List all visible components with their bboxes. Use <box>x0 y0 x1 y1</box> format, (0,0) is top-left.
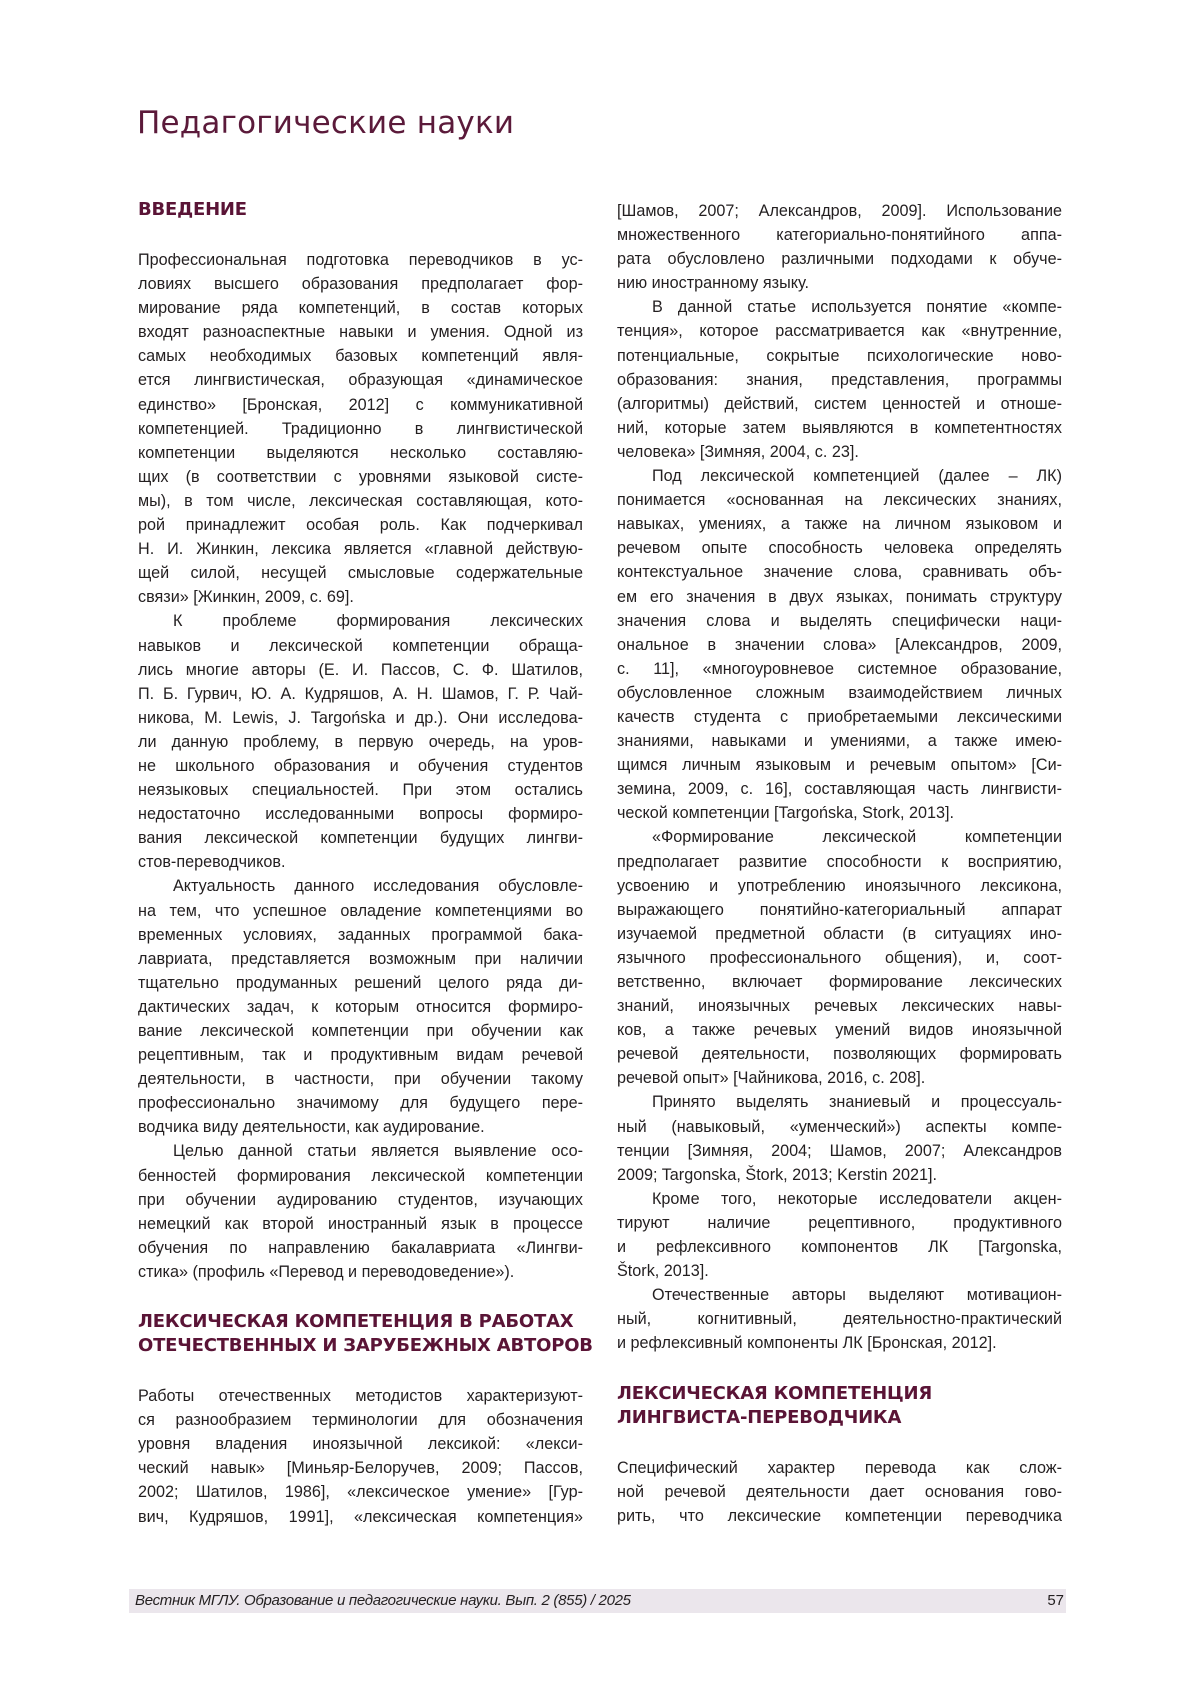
paragraph <box>138 1384 583 1529</box>
text-line: ческой компетенции [Targońska, Stork, 2013]. <box>617 801 1062 825</box>
text-line: и рефлексивного компонентов ЛК [Targonska, <box>617 1235 1062 1259</box>
text-line: знаниями, навыками и умениями, а также имею- <box>617 729 1062 753</box>
text-line: земина, 2009, с. 16], составляющая часть лингвисти- <box>617 777 1062 801</box>
text-line: недостаточно исследованными вопросы формиро- <box>138 802 583 826</box>
text-line: Специфический характер перевода как слож- <box>617 1456 1062 1480</box>
text-line: щих (в соответствии с уровнями языковой систе- <box>138 465 583 489</box>
text-line: знаний, иноязычных речевых лексических навы- <box>617 994 1062 1018</box>
text-line: множественного категориально-понятийного аппа- <box>617 223 1062 247</box>
section-heading <box>138 198 583 222</box>
text-line: тщательно продуманных решений целого ряда ди- <box>138 971 583 995</box>
text-line: навыках, умениях, а также на личном языковом и <box>617 512 1062 536</box>
text-line: ется лингвистическая, образующая «динамическое <box>138 368 583 392</box>
heading-line: ОТЕЧЕСТВЕННЫХ И ЗАРУБЕЖНЫХ АВТОРОВ <box>138 1334 583 1358</box>
text-line: неязыковых специальностей. При этом остались <box>138 778 583 802</box>
text-line: ний, которые затем выявляются в компетентностях <box>617 416 1062 440</box>
section-heading <box>617 1382 1062 1430</box>
paragraph <box>617 295 1062 464</box>
text-line: водчика виду деятельности, как аудирование. <box>138 1115 583 1139</box>
text-line: К проблеме формирования лексических <box>138 609 583 633</box>
text-line: вич, Кудряшов, 1991], «лексическая компетенция» <box>138 1505 583 1529</box>
text-line: значения слова и выделять специфически наци- <box>617 609 1062 633</box>
text-line: ли данную проблему, в первую очередь, на уров- <box>138 730 583 754</box>
text-line: 2002; Шатилов, 1986], «лексическое умение» [Гур- <box>138 1480 583 1504</box>
paragraph <box>617 1456 1062 1528</box>
text-line: Актуальность данного исследования обусловле- <box>138 874 583 898</box>
text-line: Отечественные авторы выделяют мотивацион- <box>617 1283 1062 1307</box>
text-line: не школьного образования и обучения студентов <box>138 754 583 778</box>
text-line: рой принадлежит особая роль. Как подчеркивал <box>138 513 583 537</box>
text-line: обучения по направлению бакалавриата «Лингви- <box>138 1236 583 1260</box>
text-line: (алгоритмы) действий, систем ценностей и отноше- <box>617 392 1062 416</box>
text-line: человека» [Зимняя, 2004, с. 23]. <box>617 440 1062 464</box>
text-line: качеств студента с приобретаемыми лексическими <box>617 705 1062 729</box>
paragraph <box>617 1187 1062 1283</box>
text-line: при обучении аудированию студентов, изучающих <box>138 1188 583 1212</box>
text-line: тенции [Зимняя, 2004; Шамов, 2007; Александров <box>617 1139 1062 1163</box>
section-title: Педагогические науки <box>137 105 514 141</box>
text-line: Профессиональная подготовка переводчиков в ус- <box>138 248 583 272</box>
text-line: усвоению и употреблению иноязычного лексикона, <box>617 874 1062 898</box>
text-line: ся разнообразием терминологии для обозначения <box>138 1408 583 1432</box>
heading-line: ВВЕДЕНИЕ <box>138 198 583 222</box>
text-line: [Шамов, 2007; Александров, 2009]. Использование <box>617 199 1062 223</box>
text-line: Работы отечественных методистов характеризуют- <box>138 1384 583 1408</box>
text-line: профессионально значимому для будущего пере- <box>138 1091 583 1115</box>
text-line: понимается «основанная на лексических знаниях, <box>617 488 1062 512</box>
page-footer <box>129 1589 1066 1613</box>
text-line: уровня владения иноязычной лексикой: «лекси- <box>138 1432 583 1456</box>
text-line: единство» [Бронская, 2012] с коммуникативной <box>138 393 583 417</box>
text-line: ческий навык» [Миньяр-Белоручев, 2009; Пассов, <box>138 1456 583 1480</box>
text-line: обусловленное сложным взаимодействием личных <box>617 681 1062 705</box>
text-line: Кроме того, некоторые исследователи акцен- <box>617 1187 1062 1211</box>
paragraph <box>138 248 583 609</box>
paragraph <box>138 1139 583 1284</box>
text-line: рата обусловлено различными подходами к обуче- <box>617 247 1062 271</box>
text-line: нию иностранному языку. <box>617 271 1062 295</box>
text-line: ный (навыковый, «уменческий») аспекты компе- <box>617 1115 1062 1139</box>
heading-line: ЛИНГВИСТА-ПЕРЕВОДЧИКА <box>617 1406 1062 1430</box>
text-line: входят разноаспектные навыки и умения. Одной из <box>138 320 583 344</box>
text-line: вания лексической компетенции будущих лингви- <box>138 826 583 850</box>
text-line: ной речевой деятельности дает основания гово- <box>617 1480 1062 1504</box>
text-line: 2009; Targonska, Štork, 2013; Kerstin 2021]. <box>617 1163 1062 1187</box>
left-column <box>138 198 583 1529</box>
text-line: В данной статье используется понятие «компе- <box>617 295 1062 319</box>
paragraph <box>617 1090 1062 1186</box>
text-line: речевом опыте способность человека определять <box>617 536 1062 560</box>
text-line: ный, когнитивный, деятельностно-практический <box>617 1307 1062 1331</box>
paragraph <box>138 874 583 1139</box>
text-line: щей силой, несущей смысловые содержательные <box>138 561 583 585</box>
paragraph <box>617 1283 1062 1355</box>
text-line: Н. И. Жинкин, лексика является «главной действую- <box>138 537 583 561</box>
text-line: лись многие авторы (Е. И. Пассов, С. Ф. Шатилов, <box>138 658 583 682</box>
text-line: рецептивным, так и продуктивным видам речевой <box>138 1043 583 1067</box>
text-line: ветственно, включает формирование лексических <box>617 970 1062 994</box>
text-line: ловиях высшего образования предполагает фор- <box>138 272 583 296</box>
text-line: мы), в том числе, лексическая составляющая, кото- <box>138 489 583 513</box>
text-line: тируют наличие рецептивного, продуктивного <box>617 1211 1062 1235</box>
text-line: Целью данной статьи является выявление осо- <box>138 1139 583 1163</box>
text-line: П. Б. Гурвич, Ю. А. Кудряшов, А. Н. Шамов, Г. Р. Чай- <box>138 682 583 706</box>
heading-line: ЛЕКСИЧЕСКАЯ КОМПЕТЕНЦИЯ <box>617 1382 1062 1406</box>
section-heading <box>138 1310 583 1358</box>
text-line: ональное в значении слова» [Александров, 2009, <box>617 633 1062 657</box>
text-line: и рефлексивный компоненты ЛК [Бронская, 2012]. <box>617 1331 1062 1355</box>
paragraph <box>138 609 583 874</box>
text-line: потенциальные, сокрытые психологические ново- <box>617 344 1062 368</box>
text-line: временных условиях, заданных программой бака- <box>138 923 583 947</box>
text-line: изучаемой предметной области (в ситуациях ино- <box>617 922 1062 946</box>
text-line: ков, а также речевых умений видов иноязычной <box>617 1018 1062 1042</box>
text-line: щимся личным языковым и речевым опытом» [Си- <box>617 753 1062 777</box>
text-line: деятельности, в частности, при обучении такому <box>138 1067 583 1091</box>
text-line: на тем, что успешное овладение компетенциями во <box>138 899 583 923</box>
text-line: предполагает развитие способности к восприятию, <box>617 850 1062 874</box>
text-line: лавриата, представляется возможным при наличии <box>138 947 583 971</box>
heading-line: ЛЕКСИЧЕСКАЯ КОМПЕТЕНЦИЯ В РАБОТАХ <box>138 1310 583 1334</box>
text-line: с. 11], «многоуровневое системное образование, <box>617 657 1062 681</box>
paragraph <box>617 825 1062 1090</box>
text-line: компетенции выделяются несколько составляю- <box>138 441 583 465</box>
text-line: стика» (профиль «Перевод и переводоведение»). <box>138 1260 583 1284</box>
text-line: «Формирование лексической компетенции <box>617 825 1062 849</box>
text-line: стов-переводчиков. <box>138 850 583 874</box>
text-line: навыков и лексической компетенции обраща- <box>138 634 583 658</box>
text-line: речевой деятельности, позволяющих формировать <box>617 1042 1062 1066</box>
paragraph <box>617 464 1062 825</box>
text-line: образования: знания, представления, программы <box>617 368 1062 392</box>
text-line: контекстуальное значение слова, сравнивать объ- <box>617 560 1062 584</box>
text-line: бенностей формирования лексической компетенции <box>138 1164 583 1188</box>
text-line: немецкий как второй иностранный язык в процессе <box>138 1212 583 1236</box>
text-line: речевой опыт» [Чайникова, 2016, с. 208]. <box>617 1066 1062 1090</box>
page-number: 57 <box>1047 1592 1064 1609</box>
text-line: выражающего понятийно-категориальный аппарат <box>617 898 1062 922</box>
journal-issue: Вестник МГЛУ. Образование и педагогические науки. Вып. 2 (855) / 2025 <box>135 1592 631 1609</box>
text-line: никова, M. Lewis, J. Targońska и др.). Они исследова- <box>138 706 583 730</box>
right-column <box>617 199 1062 1528</box>
paragraph <box>617 199 1062 295</box>
text-line: рить, что лексические компетенции переводчика <box>617 1504 1062 1528</box>
text-line: Принято выделять знаниевый и процессуаль- <box>617 1090 1062 1114</box>
text-line: самых необходимых базовых компетенций явля- <box>138 344 583 368</box>
text-line: Под лексической компетенцией (далее – ЛК) <box>617 464 1062 488</box>
text-line: язычного профессионального общения), и, соот- <box>617 946 1062 970</box>
text-line: мирование ряда компетенций, в состав которых <box>138 296 583 320</box>
text-line: компетенцией. Традиционно в лингвистической <box>138 417 583 441</box>
text-line: ем его значения в двух языках, понимать структуру <box>617 585 1062 609</box>
text-line: дактических задач, к которым относится формиро- <box>138 995 583 1019</box>
text-line: связи» [Жинкин, 2009, с. 69]. <box>138 585 583 609</box>
text-line: тенция», которое рассматривается как «внутренние, <box>617 319 1062 343</box>
text-line: Štork, 2013]. <box>617 1259 1062 1283</box>
text-line: вание лексической компетенции при обучении как <box>138 1019 583 1043</box>
